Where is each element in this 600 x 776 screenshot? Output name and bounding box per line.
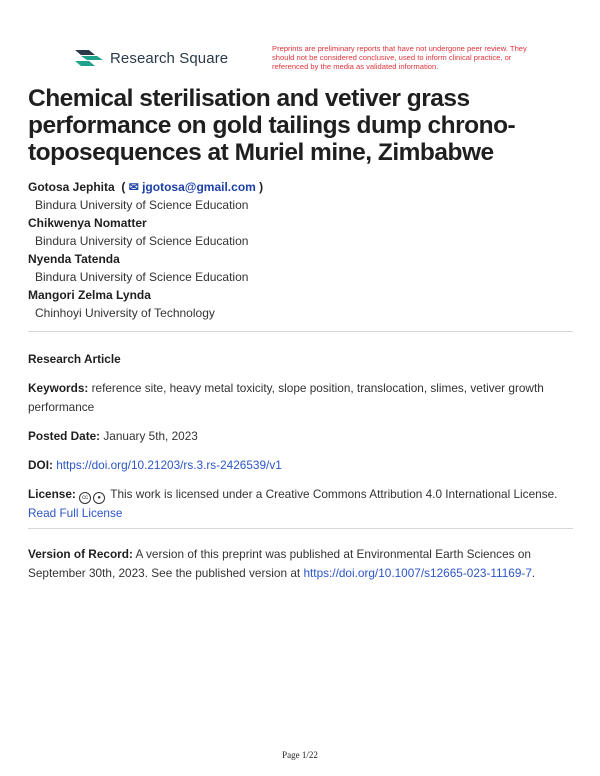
author-affiliation: Chinhoyi University of Technology [35,306,215,320]
version-of-record: Version of Record: A version of this preprint was published at Environmental Earth Sciences on September 30th, 2023. See the published version at https://doi.org/10.1007/s12665-023-11169-7. [28,547,536,580]
author-name: Chikwenya Nomatter [28,216,147,230]
cc-icon: cc [79,492,91,504]
author-list [28,180,573,324]
author-affiliation: Bindura University of Science Education [35,234,249,248]
research-square-logo-icon [75,47,103,69]
author-email-link[interactable]: jgotosa@gmail.com [142,180,256,194]
read-full-license-link[interactable]: Read Full License [28,506,123,520]
paper-title: Chemical sterilisation and vetiver grass performance on gold tailings dump chrono-toposequences at Muriel mine, Zimbabwe [28,85,516,166]
author-affiliation: Bindura University of Science Education [35,270,249,284]
divider [28,528,573,529]
license: License: cc ● This work is licensed under a Creative Commons Attribution 4.0 International License. Read Full License [28,487,558,520]
author-affiliation: Bindura University of Science Education [35,198,249,212]
keywords: Keywords: reference site, heavy metal toxicity, slope position, translocation, slimes, vetiver growth performance [28,381,544,414]
article-type: Research Article [28,352,121,366]
research-square-logo[interactable] [75,47,228,69]
posted-date: Posted Date: January 5th, 2023 [28,429,198,443]
published-version-link[interactable]: https://doi.org/10.1007/s12665-023-11169-7 [303,566,532,580]
doi-link[interactable]: https://doi.org/10.21203/rs.3.rs-2426539/v1 [56,458,282,472]
divider [28,331,573,332]
preprint-notice: Preprints are preliminary reports that have not undergone peer review. They should not be considered conclusive, used to inform clinical practice, or referenced by the media as validated information. [272,44,527,71]
author-name: Nyenda Tatenda [28,252,120,266]
logo-text: Research Square [110,49,229,67]
email-icon: ✉ [128,180,139,194]
page-number: Page 1/22 [282,750,318,760]
doi: DOI: https://doi.org/10.21203/rs.3.rs-2426539/v1 [28,458,282,472]
author-name: Mangori Zelma Lynda [28,288,151,302]
attribution-icon: ● [93,492,105,504]
author-name: Gotosa Jephita ( ✉ jgotosa@gmail.com ) [28,180,264,194]
